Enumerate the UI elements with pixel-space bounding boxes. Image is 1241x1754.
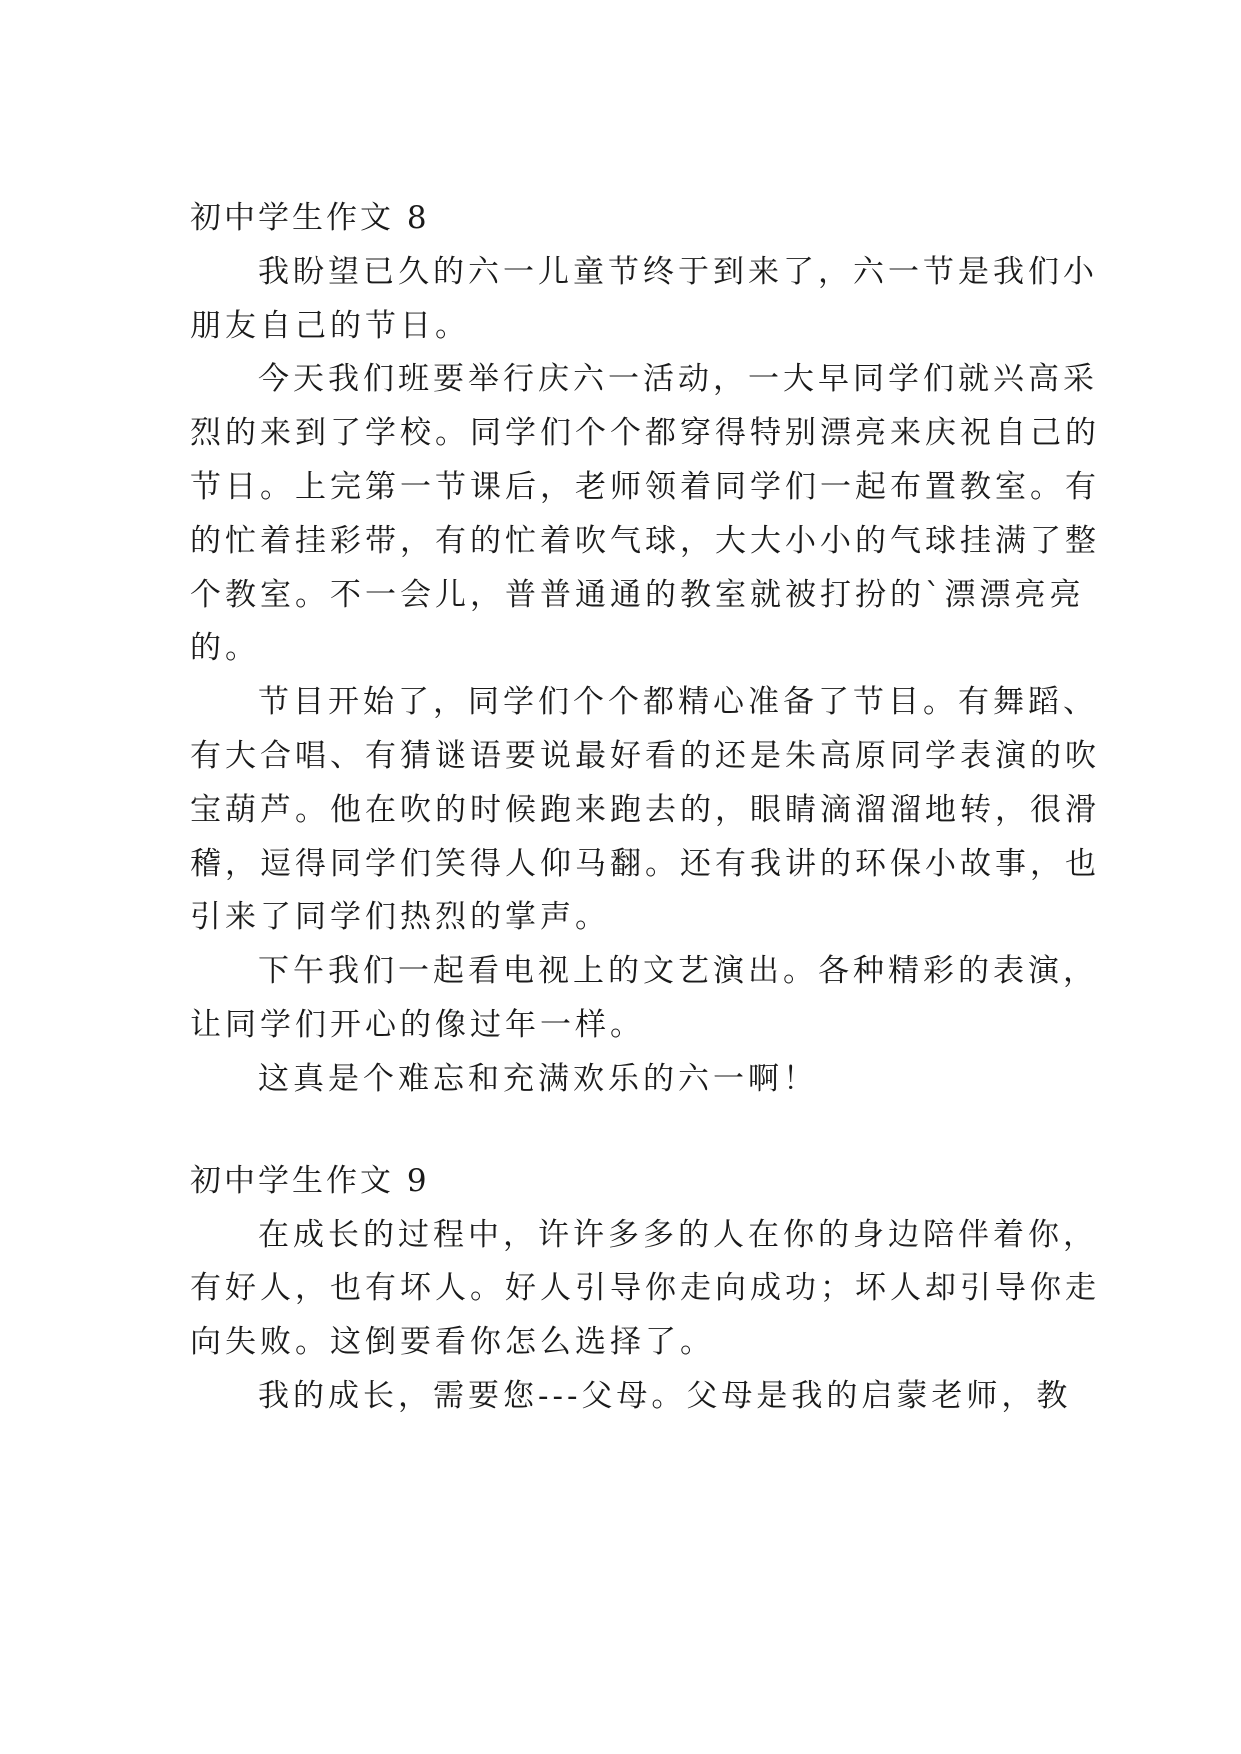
document-page: [190, 0, 1100, 1754]
paragraph-line: 朋友自己的节日。: [190, 308, 470, 344]
paragraph-line: 在成长的过程中，许许多多的人在你的身边陪伴着你，: [258, 1217, 1098, 1253]
paragraph-line: 节日。上完第一节课后，老师领着同学们一起布置教室。有: [190, 469, 1100, 505]
paragraph-line: 有好人，也有坏人。好人引导你走向成功；坏人却引导你走: [190, 1270, 1100, 1306]
paragraph-line: 向失败。这倒要看你怎么选择了。: [190, 1324, 715, 1360]
essay-title: 初中学生作文 8: [190, 200, 430, 236]
paragraph-line: 宝葫芦。他在吹的时候跑来跑去的，眼睛滴溜溜地转，很滑: [190, 792, 1100, 828]
paragraph-line: 的忙着挂彩带，有的忙着吹气球，大大小小的气球挂满了整: [190, 523, 1100, 559]
paragraph-line: 烈的来到了学校。同学们个个都穿得特别漂亮来庆祝自己的: [190, 415, 1100, 451]
essay-title: 初中学生作文 9: [190, 1163, 430, 1199]
paragraph-line: 我的成长，需要您---父母。父母是我的启蒙老师，教: [258, 1378, 1072, 1414]
paragraph-line: 的。: [190, 630, 260, 666]
paragraph-line: 节目开始了，同学们个个都精心准备了节目。有舞蹈、: [258, 684, 1098, 720]
paragraph-line: 这真是个难忘和充满欢乐的六一啊！: [258, 1061, 818, 1097]
paragraph-line: 引来了同学们热烈的掌声。: [190, 899, 610, 935]
paragraph-line: 今天我们班要举行庆六一活动，一大早同学们就兴高采: [258, 361, 1098, 397]
paragraph-line: 下午我们一起看电视上的文艺演出。各种精彩的表演，: [258, 953, 1098, 989]
paragraph-line: 个教室。不一会儿，普普通通的教室就被打扮的`漂漂亮亮: [190, 577, 1085, 613]
paragraph-line: 我盼望已久的六一儿童节终于到来了，六一节是我们小: [258, 254, 1098, 290]
paragraph-line: 让同学们开心的像过年一样。: [190, 1007, 645, 1043]
paragraph-line: 有大合唱、有猜谜语要说最好看的还是朱高原同学表演的吹: [190, 738, 1100, 774]
paragraph-line: 稽，逗得同学们笑得人仰马翻。还有我讲的环保小故事，也: [190, 846, 1100, 882]
